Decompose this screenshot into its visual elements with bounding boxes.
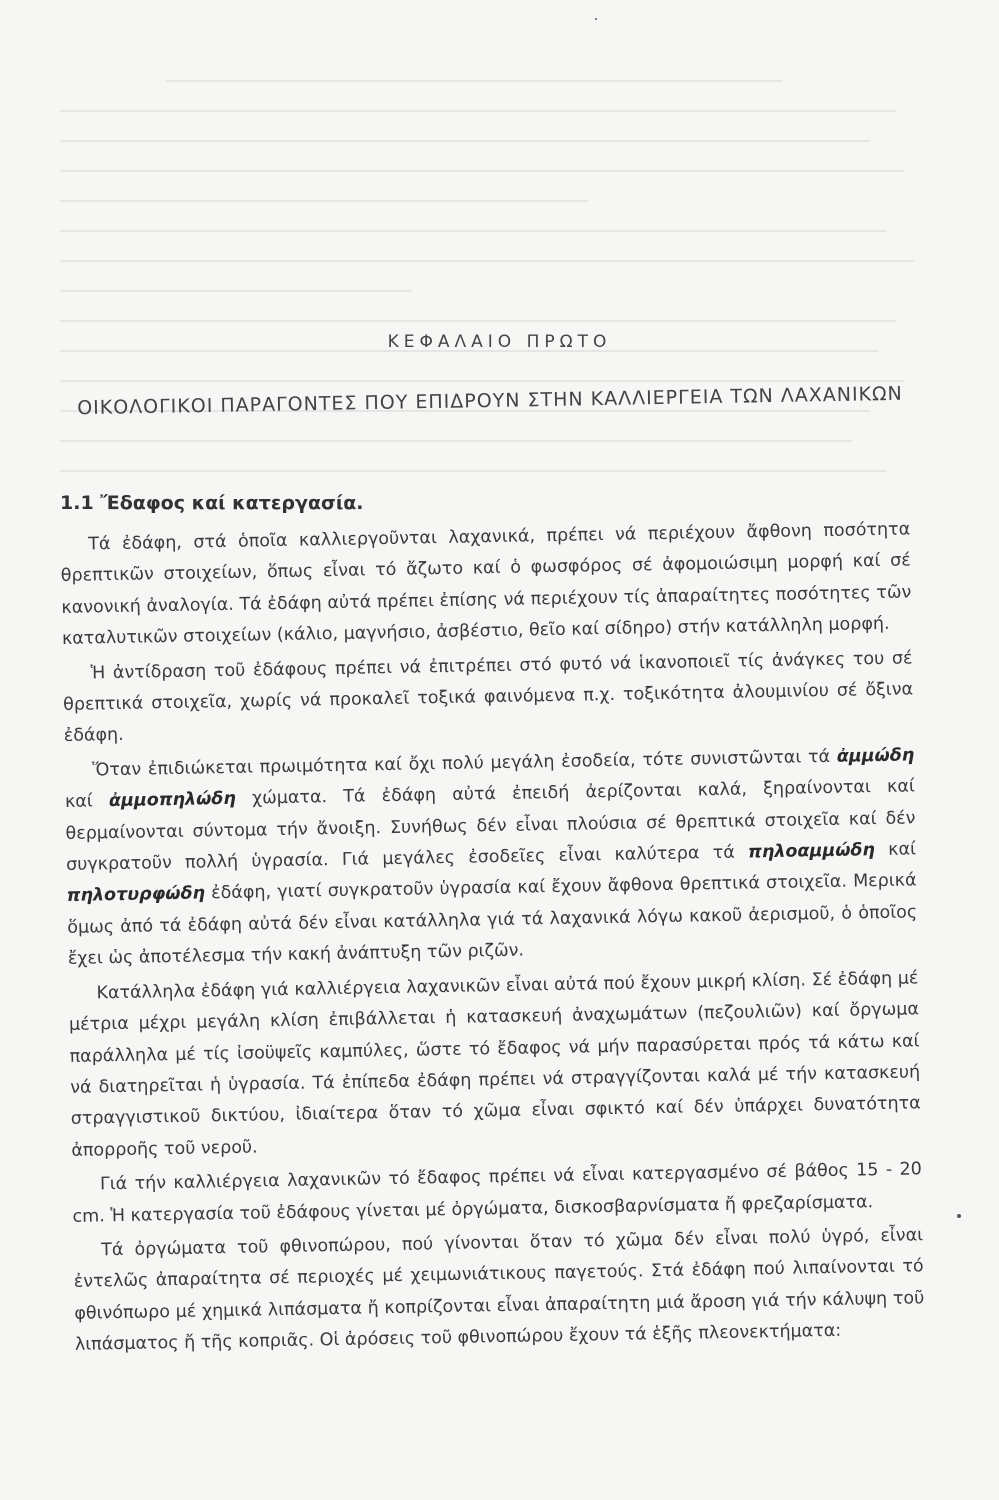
paragraph — [64, 740, 918, 975]
paragraph-text: καί — [64, 791, 110, 813]
chapter-label: ΚΕΦΑΛΑΙΟ ΠΡΩΤΟ — [387, 332, 612, 352]
paragraph-text: χώματα. Τά ἐδάφη αὐτά ἐπειδή ἀερίζονται καλά, ξηραίνονται καί θερμαίνονται σύντομα τήν ἄνοιξη. Συνήθως δέν εἶναι πλούσια σέ θρεπτικά στοιχεῖα καί δέν συγκρατοῦν πολλή ὑγρασία. Γιά μεγάλες ἐσοδεῖες εἶναι καλύτερα τά — [65, 776, 916, 876]
emphasized-term: πηλοτυρφώδη — [66, 883, 206, 907]
paragraph — [68, 963, 921, 1167]
paragraph-text: Κατάλληλα ἐδάφη γιά καλλιέργεια λαχανικῶν εἶναι αὐτά πού ἔχουν μικρή κλίση. Σέ ἐδάφη μέ μέτρια μέχρι μεγάλη κλίση ἐπιβάλλεται ἡ κατασκευή ἀναχωμάτων (πεζουλιῶν) καί ὄργωμα παράλληλα μέ τίς ἰσοϋψεῖς καμπύλες, ὥστε τό ἔδαφος νά μήν παρασύρεται πρός τά κάτω καί νά διατηρεῖται ἡ ὑγρασία. Τά ἐπίπεδα ἐδάφη πρέπει νά στραγγίζονται καλά μέ τήν κατασκευή στραγγιστικοῦ δικτύου, ἰδιαίτερα ὅταν τό χῶμα εἶναι σφικτό καί δέν ὑπάρχει δυνατότητα ἀπορροῆς τοῦ νεροῦ. — [68, 968, 921, 1161]
paragraph-text: Τά ἐδάφη, στά ὁποῖα καλλιεργοῦνται λαχανικά, πρέπει νά περιέχουν ἄφθονη ποσότητα θρεπτικῶν στοιχείων, ὅπως εἶναι τό ἄζωτο καί ὁ φωσφόρος σέ ἀφομοιώσιμη μορφή καί σέ κανονική ἀναλογία. Τά ἐδάφη αὐτά πρέπει ἐπίσης νά περιέχουν τίς ἀπαραίτητες ποσότητες τῶν καταλυτικῶν στοιχείων (κάλιο, μαγνήσιο, ἀσβέστιο, θεῖο καί σίδηρο) στήν κατάλληλη μορφή. — [60, 519, 912, 650]
emphasized-term: ἀμμώδη — [836, 745, 915, 767]
paragraph — [60, 514, 912, 655]
chapter-title: ΟΙΚΟΛΟΓΙΚΟΙ ΠΑΡΑΓΟΝΤΕΣ ΠΟΥ ΕΠΙΔΡΟΥΝ ΣΤΗΝ ΚΑΛΛΙΕΡΓΕΙΑ ΤΩΝ ΛΑΧΑΝΙΚΩΝ — [77, 382, 903, 420]
paragraph-text: Τά ὀργώματα τοῦ φθινοπώρου, πού γίνονται ὅταν τό χῶμα δέν εἶναι πολύ ὑγρό, εἶναι ἐντελῶς ἀπαραίτητα σέ περιοχές μέ χειμωνιάτικους παγετούς. Στά ἐδάφη πού λιπαίνονται τό φθινόπωρο μέ χημικά λιπάσματα ἤ κοπρίζονται εἶναι ἀπαραίτητη μιά ἄροση γιά τήν κάλυψη τοῦ λιπάσματος ἤ τῆς κοπριᾶς. Οἱ ἀρόσεις τοῦ φθινοπώρου ἔχουν τά ἑξῆς πλεονεκτήματα: — [73, 1225, 925, 1356]
paragraph — [72, 1154, 923, 1232]
paragraph-text: καί — [874, 839, 917, 861]
paragraph-text: Γιά τήν καλλιέργεια λαχανικῶν τό ἔδαφος πρέπει νά εἶναι κατεργασμένο σέ βάθος 15 - 20 cm. Ἡ κατεργασία τοῦ ἐδάφους γίνεται μέ ὀργώματα, δισκοσβαρνίσματα ἤ φρεζαρίσματα. — [72, 1159, 923, 1227]
paragraph — [62, 643, 914, 753]
paragraph — [73, 1220, 925, 1361]
body-text — [60, 514, 925, 1364]
emphasized-term: πηλοαμμώδη — [747, 840, 876, 863]
paragraph-text: ἐδάφη, γιατί συγκρατοῦν ὑγρασία καί ἔχουν ἄφθονα θρεπτικά στοιχεῖα. Μερικά ὅμως ἀπό τά ἐδάφη αὐτά δέν εἶναι κατάλληλα γιά τά λαχανικά λόγω κακοῦ ἀερισμοῦ, ὁ ὁποῖος ἔχει ὡς ἀποτέλεσμα τήν κακή ἀνάπτυξη τῶν ριζῶν. — [67, 870, 918, 970]
ink-speck — [957, 1214, 961, 1218]
paragraph-text: Ἡ ἀντίδραση τοῦ ἐδάφους πρέπει νά ἐπιτρέπει στό φυτό νά ἱκανοποιεῖ τίς ἀνάγκες του σέ θρεπτικά στοιχεῖα, χωρίς νά προκαλεῖ τοξικά φαινόμενα π.χ. τοξικότητα ἀλουμινίου σέ ὄξινα ἐδάφη. — [63, 648, 914, 747]
bleed-through-lines — [60, 80, 940, 500]
ink-speck — [595, 18, 597, 20]
paragraph-text: Ὅταν ἐπιδιώκεται πρωιμότητα καί ὄχι πολύ μεγάλη ἐσοδεία, τότε συνιστῶνται τά — [92, 746, 837, 781]
section-heading: 1.1 Ἔδαφος καί κατεργασία. — [60, 492, 364, 514]
emphasized-term: ἀμμοπηλώδη — [108, 789, 237, 812]
